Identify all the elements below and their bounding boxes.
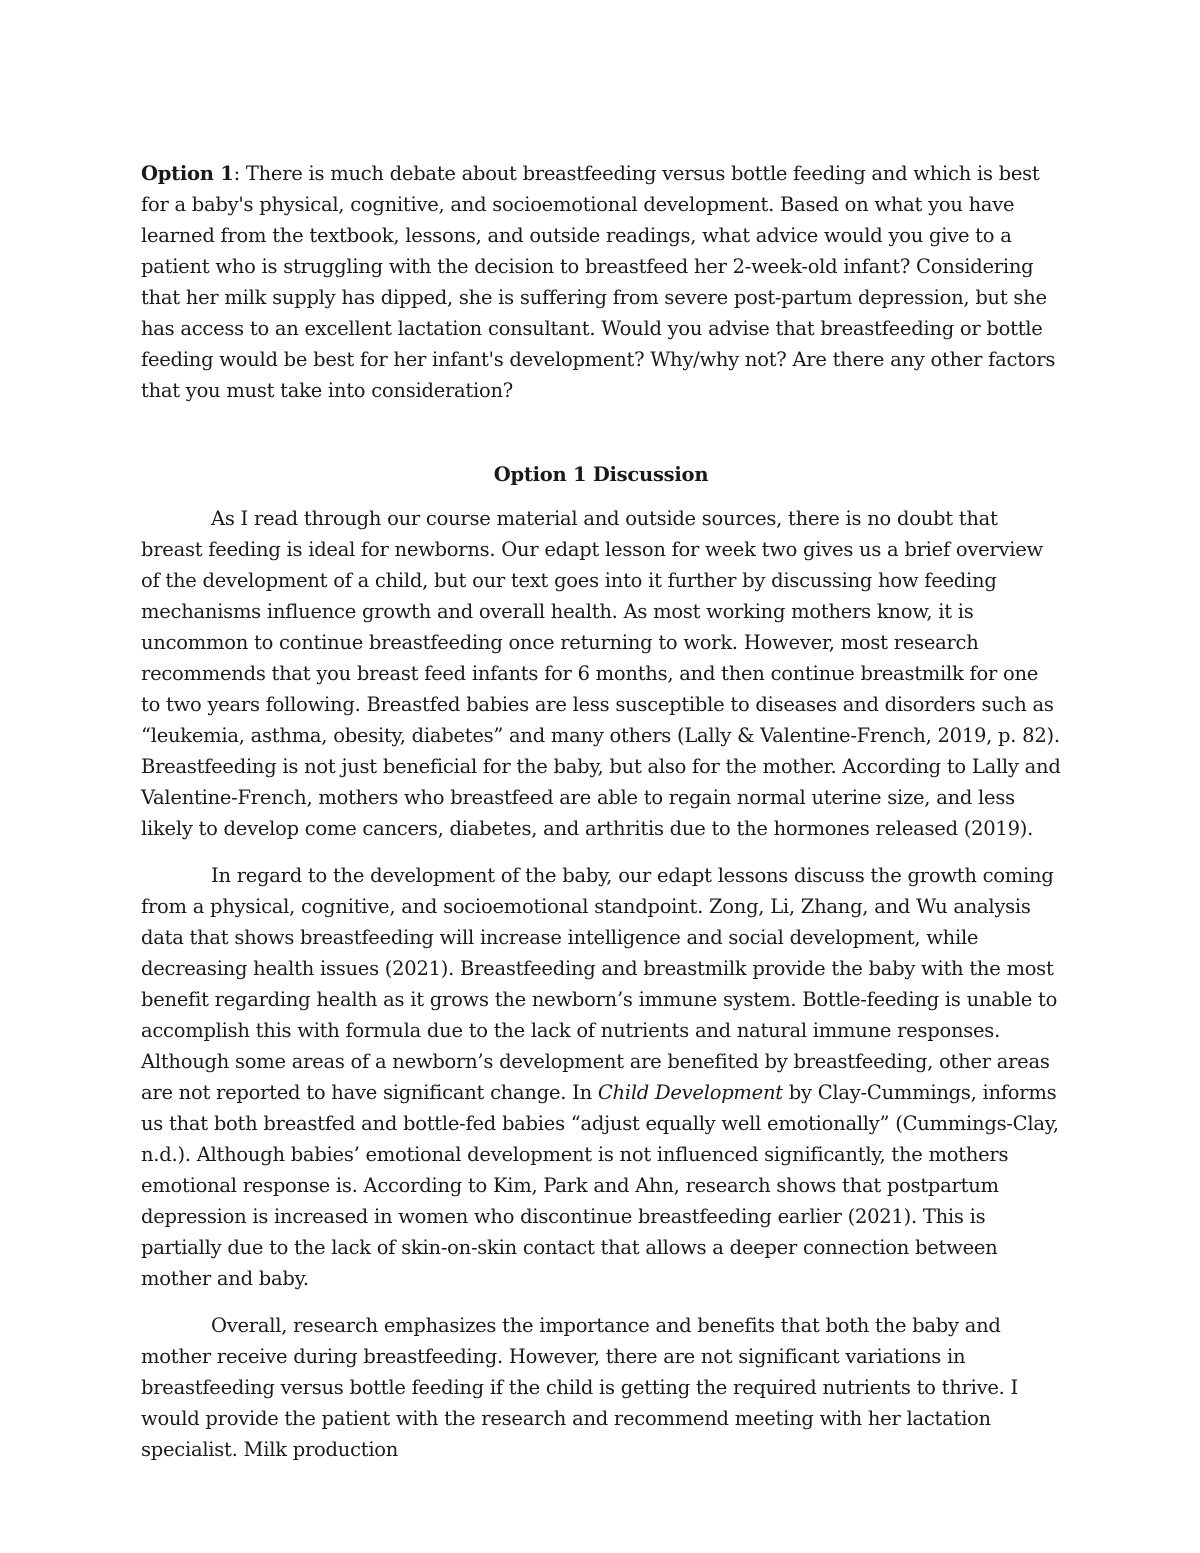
assignment-prompt — [141, 158, 1061, 406]
paragraph-2-text-end: by Clay-Cummings, informs us that both breastfed and bottle-fed babies “adjust equally well emotionally” (Cummings-Clay, n.d.). Although babies’ emotional development is not influenced significantly, the mothers emotional response is. According to Kim, Park and Ahn, research shows that postpartum depression is increased in women who discontinue breastfeeding earlier (2021). This is partially due to the lack of skin-on-skin contact that allows a deeper connection between mother and baby. — [141, 1081, 1059, 1290]
prompt-text: : There is much debate about breastfeeding versus bottle feeding and which is best for a baby's physical, cognitive, and socioemotional development. Based on what you have learned from the textbook, lessons, and outside readings, what advice would you give to a patient who is struggling with the decision to breastfeed her 2-week-old infant? Considering that her milk supply has dipped, she is suffering from severe post-partum depression, but she has access to an excellent lactation consultant. Would you advise that breastfeeding or bottle feeding would be best for her infant's development? Why/why not? Are there any other factors that you must take into consideration? — [141, 162, 1056, 402]
prompt-option-label: Option 1 — [141, 162, 234, 185]
discussion-paragraph-1: As I read through our course material and outside sources, there is no doubt that breast feeding is ideal for newborns. Our edapt lesson for week two gives us a brief overview of the development of a child, but our text goes into it further by discussing how feeding mechanisms influence growth and overall health. As most working mothers know, it is uncommon to continue breastfeeding once returning to work. However, most research recommends that you breast feed infants for 6 months, and then continue breastmilk for one to two years following. Breastfed babies are less susceptible to diseases and disorders such as “leukemia, asthma, obesity, diabetes” and many others (Lally & Valentine-French, 2019, p. 82). Breastfeeding is not just beneficial for the baby, but also for the mother. According to Lally and Valentine-French, mothers who breastfeed are able to regain normal uterine size, and less likely to develop come cancers, diabetes, and arthritis due to the hormones released (2019). — [141, 507, 1061, 840]
book-title-italic: Child Development — [597, 1081, 783, 1104]
document-body — [141, 158, 1061, 1481]
discussion-heading: Option 1 Discussion — [493, 463, 709, 486]
discussion-paragraph-2 — [141, 860, 1061, 1294]
paragraph-2-text-start: In regard to the development of the baby, our edapt lessons discuss the growth coming from a physical, cognitive, and socioemotional standpoint. Zong, Li, Zhang, and Wu analysis data that shows breastfeeding will increase intelligence and social development, while decreasing health issues (2021). Breastfeeding and breastmilk provide the baby with the most benefit regarding health as it grows the newborn’s immune system. Bottle-feeding is unable to accomplish this with formula due to the lack of nutrients and natural immune responses. Although some areas of a newborn’s development are benefited by breastfeeding, other areas are not reported to have significant change. In — [141, 864, 1058, 1104]
discussion-paragraph-3: Overall, research emphasizes the importance and benefits that both the baby and mother receive during breastfeeding. However, there are not significant variations in breastfeeding versus bottle feeding if the child is getting the required nutrients to thrive. I would provide the patient with the research and recommend meeting with her lactation specialist. Milk production — [141, 1314, 1018, 1461]
